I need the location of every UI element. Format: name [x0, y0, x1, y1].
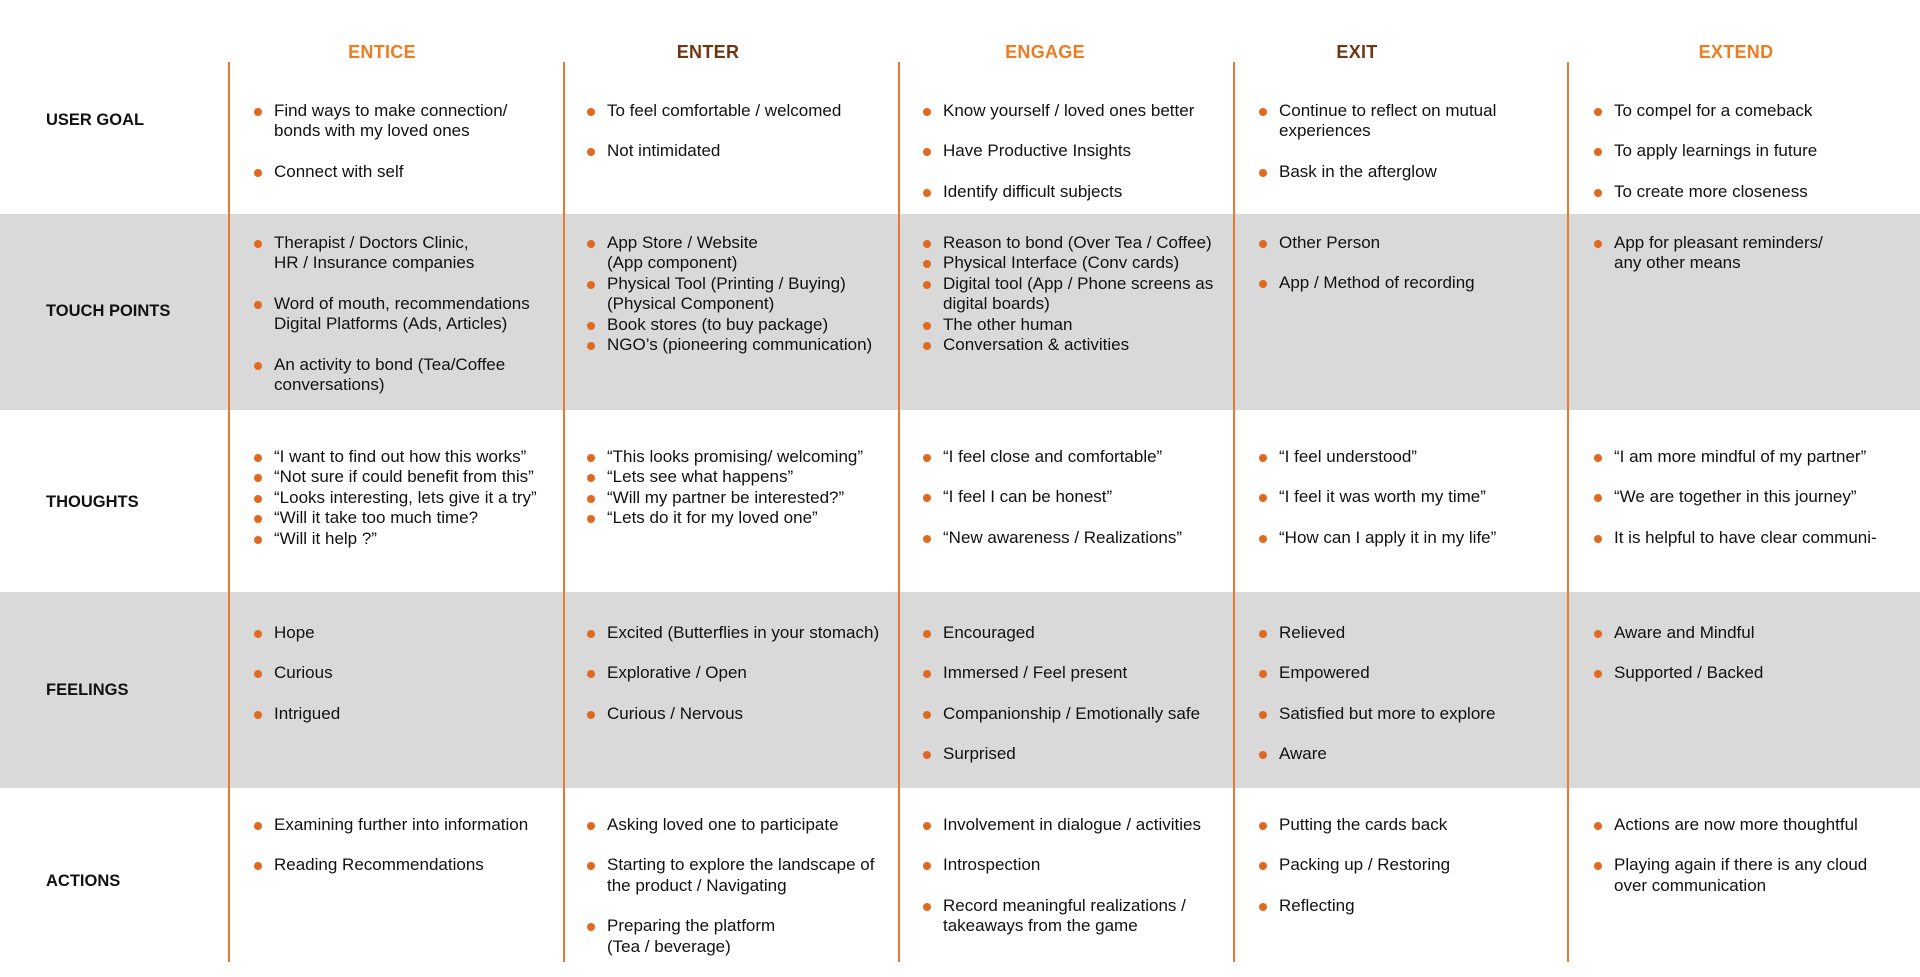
bullet-item [923, 447, 1243, 467]
bullet-text-line: experiences [1279, 121, 1371, 141]
bullet-text-line: To apply learnings in future [1614, 141, 1818, 161]
bullet-text-line: Word of mouth, recommendations [274, 293, 530, 313]
bullet-item [254, 488, 574, 508]
bullet-text-line: “I feel understood” [1279, 447, 1417, 466]
bullet-text-line: Introspection [943, 855, 1041, 875]
bullet-item [1259, 623, 1579, 643]
bullet-text-line: “Will it take too much time? [274, 508, 479, 528]
bullet-text-line: (Physical Component) [607, 294, 775, 314]
bullet-item [254, 447, 574, 467]
bullet-text-line: Reading Recommendations [274, 855, 484, 875]
bullet-text-line: Curious [274, 663, 333, 683]
cell-touch-points-entice [254, 233, 574, 415]
bullet-item [1594, 447, 1914, 467]
bullet-item [1594, 233, 1914, 274]
bullet-item [923, 182, 1243, 202]
bullet-text-line: “I want to find out how this works” [274, 447, 527, 466]
bullet-item [587, 663, 907, 683]
bullet-text-line: Playing again if there is any cloud [1614, 855, 1868, 875]
bullet-item [1594, 663, 1914, 683]
bullet-text-line: digital boards) [943, 294, 1050, 314]
bullet-item [923, 253, 1243, 273]
bullet-item [587, 315, 907, 335]
bullet-text-line: Supported / Backed [1614, 663, 1764, 683]
cell-actions-extend [1594, 815, 1914, 916]
bullet-item [587, 274, 907, 315]
bullet-text-line: “I am more mindful of my partner” [1614, 447, 1867, 466]
bullet-item [923, 315, 1243, 335]
bullet-text-line: “Not sure if could benefit from this” [274, 467, 534, 487]
bullet-text-line: takeaways from the game [943, 916, 1138, 936]
bullet-text-line: It is helpful to have clear communi- [1614, 527, 1877, 547]
stage-header-entice: ENTICE [348, 42, 416, 62]
bullet-item [587, 623, 907, 643]
bullet-item [923, 855, 1243, 875]
bullet-text-line: “How can I apply it in my life” [1279, 527, 1497, 547]
bullet-item [587, 233, 907, 274]
bullet-text-line: “Will it help ?” [274, 528, 377, 548]
bullet-text-line: App for pleasant reminders/ [1614, 233, 1823, 252]
bullet-text-line: “Will my partner be interested?” [607, 487, 845, 507]
bullet-text-line: “Lets do it for my loved one” [607, 508, 818, 528]
bullet-item [1259, 815, 1579, 835]
bullet-text-line: Digital tool (App / Phone screens as [943, 273, 1214, 293]
bullet-text-line: An activity to bond (Tea/Coffee [274, 354, 506, 374]
bullet-item [1594, 623, 1914, 643]
cell-thoughts-exit [1259, 447, 1579, 568]
column-divider [228, 62, 230, 962]
bullet-item [1594, 528, 1914, 548]
bullet-text-line: Actions are now more thoughtful [1614, 815, 1858, 834]
row-label-actions: ACTIONS [46, 872, 121, 890]
bullet-item [587, 335, 907, 355]
bullet-text-line: “I feel I can be honest” [943, 487, 1113, 507]
bullet-item [1594, 101, 1914, 121]
cell-feelings-entice [254, 623, 574, 744]
bullet-text-line: Reason to bond (Over Tea / Coffee) [943, 233, 1212, 252]
bullet-item [1259, 704, 1579, 724]
bullet-item [923, 704, 1243, 724]
bullet-text-line: bonds with my loved ones [274, 121, 470, 141]
bullet-text-line: Continue to reflect on mutual [1279, 101, 1497, 120]
bullet-item [1259, 744, 1579, 764]
bullet-item [1259, 447, 1579, 467]
bullet-item [587, 447, 907, 467]
bullet-item [1594, 855, 1914, 896]
bullet-item [1259, 528, 1579, 548]
bullet-item [923, 528, 1243, 548]
bullet-item [587, 704, 907, 724]
bullet-item [254, 467, 574, 487]
bullet-item [923, 141, 1243, 161]
bullet-text-line: “Lets see what happens” [607, 467, 794, 487]
bullet-text-line: Other Person [1279, 233, 1381, 252]
bullet-text-line: over communication [1614, 875, 1767, 895]
cell-actions-enter [587, 815, 907, 977]
bullet-item [923, 815, 1243, 835]
bullet-text-line: Connect with self [274, 161, 404, 181]
bullet-text-line: The other human [943, 314, 1073, 334]
bullet-item [587, 916, 907, 957]
bullet-text-line: Digital Platforms (Ads, Articles) [274, 314, 508, 334]
bullet-text-line: the product / Navigating [607, 875, 787, 895]
bullet-text-line: Asking loved one to participate [607, 815, 839, 834]
cell-thoughts-enter [587, 447, 907, 529]
bullet-item [587, 101, 907, 121]
bullet-item [923, 623, 1243, 643]
bullet-item [587, 855, 907, 896]
bullet-text-line: (App component) [607, 253, 738, 273]
cell-feelings-extend [1594, 623, 1914, 704]
bullet-text-line: Intrigued [274, 703, 341, 723]
bullet-text-line: App / Method of recording [1279, 273, 1475, 293]
cell-user-goal-engage [923, 101, 1243, 222]
bullet-text-line: “We are together in this journey” [1614, 487, 1857, 507]
bullet-item [587, 141, 907, 161]
bullet-text-line: “New awareness / Realizations” [943, 527, 1183, 547]
bullet-text-line: Companionship / Emotionally safe [943, 703, 1201, 723]
bullet-text-line: Involvement in dialogue / activities [943, 815, 1201, 834]
bullet-text-line: “Looks interesting, lets give it a try” [274, 487, 537, 507]
bullet-text-line: Empowered [1279, 663, 1370, 683]
bullet-item [1259, 663, 1579, 683]
cell-user-goal-exit [1259, 101, 1579, 202]
bullet-text-line: Aware [1279, 744, 1327, 764]
cell-user-goal-extend [1594, 101, 1914, 222]
bullet-text-line: (Tea / beverage) [607, 936, 731, 956]
cell-touch-points-exit [1259, 233, 1579, 314]
bullet-item [923, 487, 1243, 507]
bullet-text-line: Aware and Mindful [1614, 623, 1755, 642]
bullet-item [254, 508, 574, 528]
cell-thoughts-entice [254, 447, 574, 549]
bullet-text-line: Examining further into information [274, 815, 529, 834]
bullet-text-line: Physical Interface (Conv cards) [943, 253, 1180, 273]
cell-feelings-enter [587, 623, 907, 744]
bullet-text-line: Bask in the afterglow [1279, 161, 1437, 181]
bullet-text-line: Physical Tool (Printing / Buying) [607, 273, 846, 293]
bullet-text-line: Conversation & activities [943, 335, 1130, 355]
cell-actions-entice [254, 815, 574, 896]
bullet-item [1594, 182, 1914, 202]
cell-feelings-exit [1259, 623, 1579, 785]
bullet-text-line: “I feel it was worth my time” [1279, 487, 1486, 507]
cell-touch-points-enter [587, 233, 907, 355]
cell-thoughts-extend [1594, 447, 1914, 568]
row-label-thoughts: THOUGHTS [46, 493, 139, 511]
bullet-text-line: Excited (Butterflies in your stomach) [607, 623, 880, 642]
bullet-item [1259, 233, 1579, 253]
bullet-item [254, 704, 574, 724]
bullet-text-line: Therapist / Doctors Clinic, [274, 233, 469, 252]
bullet-text-line: Explorative / Open [607, 663, 747, 683]
bullet-item [923, 744, 1243, 764]
cell-user-goal-enter [587, 101, 907, 182]
bullet-item [254, 162, 574, 182]
bullet-item [587, 815, 907, 835]
bullet-text-line: Know yourself / loved ones better [943, 101, 1195, 120]
bullet-text-line: Satisfied but more to explore [1279, 703, 1496, 723]
bullet-item [923, 896, 1243, 937]
bullet-item [1594, 815, 1914, 835]
row-label-user-goal: USER GOAL [46, 111, 145, 129]
bullet-item [254, 101, 574, 142]
bullet-item [1259, 101, 1579, 142]
bullet-text-line: “This looks promising/ welcoming” [607, 447, 864, 466]
cell-actions-exit [1259, 815, 1579, 936]
bullet-item [1259, 896, 1579, 916]
bullet-text-line: Book stores (to buy package) [607, 314, 829, 334]
cell-user-goal-entice [254, 101, 574, 202]
stage-header-engage: ENGAGE [1005, 42, 1085, 62]
cell-thoughts-engage [923, 447, 1243, 568]
bullet-item [1259, 162, 1579, 182]
bullet-text-line: Relieved [1279, 623, 1346, 642]
bullet-text-line: Have Productive Insights [943, 141, 1132, 161]
bullet-text-line: Packing up / Restoring [1279, 855, 1451, 875]
bullet-item [1594, 141, 1914, 161]
bullet-text-line: Surprised [943, 744, 1016, 764]
bullet-item [1259, 487, 1579, 507]
bullet-text-line: Preparing the platform [607, 916, 776, 936]
bullet-item [254, 855, 574, 875]
stage-header-enter: ENTER [676, 42, 740, 62]
bullet-text-line: NGO’s (pioneering communication) [607, 335, 873, 355]
bullet-item [254, 815, 574, 835]
bullet-item [587, 488, 907, 508]
bullet-text-line: any other means [1614, 253, 1741, 273]
bullet-item [1259, 855, 1579, 875]
bullet-item [1594, 487, 1914, 507]
bullet-text-line: Not intimidated [607, 141, 721, 161]
bullet-item [587, 467, 907, 487]
bullet-text-line: To feel comfortable / welcomed [607, 101, 842, 120]
bullet-text-line: Curious / Nervous [607, 703, 744, 723]
bullet-text-line: To create more closeness [1614, 181, 1808, 201]
stage-header-exit: EXIT [1336, 42, 1378, 62]
cell-touch-points-extend [1594, 233, 1914, 294]
bullet-item [587, 508, 907, 528]
bullet-item [923, 274, 1243, 315]
bullet-item [254, 529, 574, 549]
bullet-item [254, 355, 574, 396]
cell-touch-points-engage [923, 233, 1243, 355]
cell-actions-engage [923, 815, 1243, 957]
bullet-text-line: Find ways to make connection/ [274, 101, 508, 120]
bullet-item [254, 623, 574, 643]
bullet-item [923, 663, 1243, 683]
bullet-text-line: Immersed / Feel present [943, 663, 1128, 683]
cell-feelings-engage [923, 623, 1243, 785]
row-label-feelings: FEELINGS [46, 681, 129, 699]
bullet-item [923, 101, 1243, 121]
bullet-text-line: Encouraged [943, 623, 1035, 642]
bullet-text-line: To compel for a comeback [1614, 101, 1813, 120]
bullet-item [1259, 273, 1579, 293]
bullet-text-line: Identify difficult subjects [943, 181, 1123, 201]
bullet-text-line: Putting the cards back [1279, 815, 1448, 834]
stage-header-extend: EXTEND [1698, 42, 1774, 62]
bullet-text-line: “I feel close and comfortable” [943, 447, 1163, 466]
bullet-item [923, 335, 1243, 355]
bullet-text-line: Reflecting [1279, 895, 1355, 915]
bullet-text-line: Starting to explore the landscape of [607, 855, 875, 875]
bullet-text-line: conversations) [274, 375, 385, 395]
bullet-text-line: Hope [274, 623, 315, 642]
bullet-item [254, 663, 574, 683]
bullet-text-line: Record meaningful realizations / [943, 895, 1186, 915]
row-label-touch-points: TOUCH POINTS [46, 302, 171, 320]
bullet-text-line: HR / Insurance companies [274, 253, 475, 273]
bullet-item [923, 233, 1243, 253]
bullet-item [254, 294, 574, 335]
bullet-item [254, 233, 574, 274]
bullet-text-line: App Store / Website [607, 233, 758, 252]
